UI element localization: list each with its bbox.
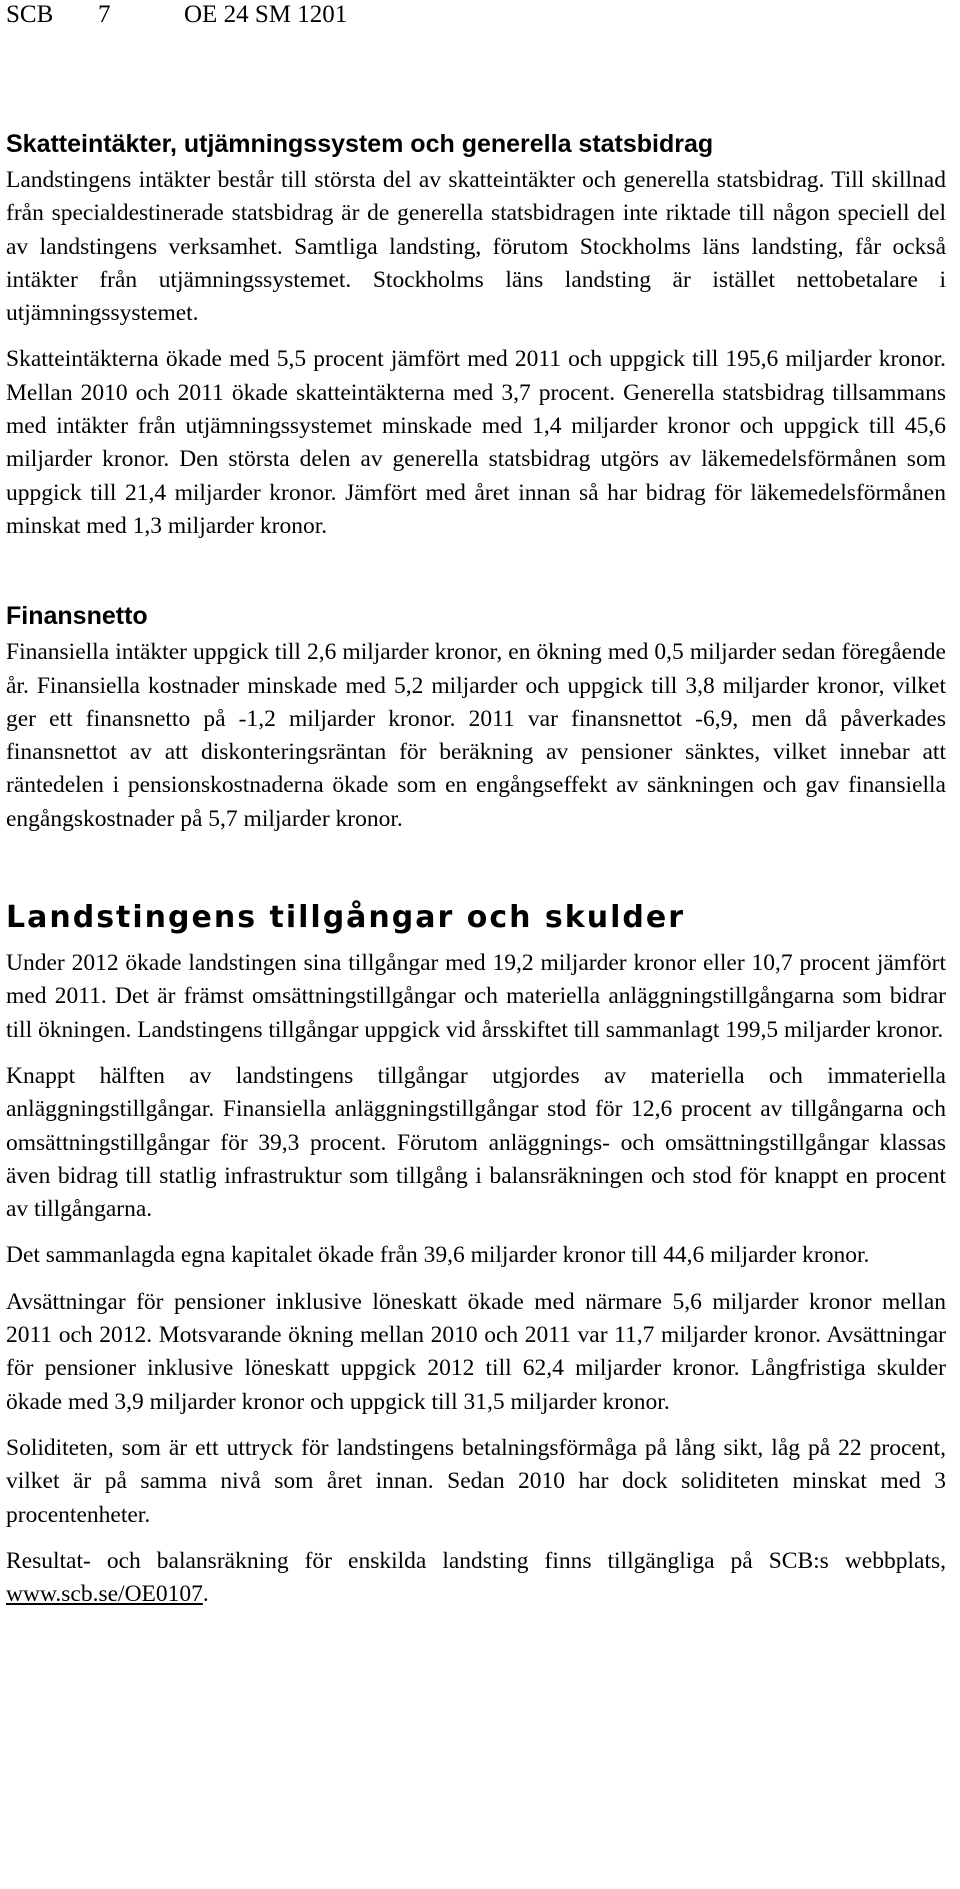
paragraph: Soliditeten, som är ett uttryck för landstingens betalningsförmåga på lång sikt, låg på 22 procent, vilket är på samma nivå som året innan. Sedan 2010 har dock soliditeten minskat med 3 procentenheter. [6,1434,946,1528]
scb-website-link[interactable]: www.scb.se/OE0107 [6,1581,203,1608]
publisher-name: SCB [6,1,54,28]
section-heading-tax-revenue: Skatteintäkter, utjämningssystem och generella statsbidrag [6,130,714,158]
section-heading-net-financial: Finansnetto [6,602,148,631]
paragraph: Under 2012 ökade landstingen sina tillgångar med 19,2 miljarder kronor eller 10,7 procent jämfört med 2011. Det är främst omsättningstillgångar och materiella anläggningstillgångarna som bidrar till ökningen. Landstingens tillgångar uppgick vid årsskiftet till sammanlagt 199,5 miljarder kronor. [6,950,946,1043]
paragraph: Det sammanlagda egna kapitalet ökade från 39,6 miljarder kronor till 44,6 miljarder kronor. [6,1242,870,1269]
series-code: OE 24 SM 1201 [184,1,348,28]
section-heading-assets-liabilities: Landstingens tillgångar och skulder [6,900,685,936]
page-number: 7 [98,1,111,28]
spacer [6,556,946,600]
paragraph: Landstingens intäkter består till största del av skatteintäkter och generella statsbidrag. Till skillnad från specialdestinerade statsbidrag är de generella statsbidragen inte riktade till någon speciell del av landstingens verksamhet. Samtliga landsting, förutom Stockholms läns landsting, får också intäkter från utjämningssystemet. Stockholms läns landsting är istället nettobetalare i utjämningssystemet. [6,167,946,327]
document-body [6,128,946,1624]
spacer [6,849,946,899]
closing-text: Resultat- och balansräkning för enskilda landsting finns tillgängliga på SCB:s webbplats, [6,1547,946,1574]
paragraph: Finansiella intäkter uppgick till 2,6 miljarder kronor, en ökning med 0,5 miljarder sedan föregående år. Finansiella kostnader minskade med 5,2 miljarder och uppgick till 3,8 miljarder kronor, vilket ger ett finansnetto på -1,2 miljarder kronor. 2011 var finansnettot -6,9, men då påverkades finansnettot av att diskonteringsräntan för beräkning av pensioner sänktes, vilket innebar att räntedelen i pensionskostnaderna ökade som en engångseffekt av sänkningen och gav finansiella engångskostnader på 5,7 miljarder kronor. [6,639,946,832]
paragraph: Avsättningar för pensioner inklusive löneskatt ökade med närmare 5,6 miljarder kronor mellan 2011 och 2012. Motsvarande ökning mellan 2010 och 2011 var 11,7 miljarder kronor. Avsättningar för pensioner inklusive löneskatt uppgick 2012 till 62,4 miljarder kronor. Långfristiga skulder ökade med 3,9 miljarder kronor och uppgick till 31,5 miljarder kronor. [6,1288,946,1415]
closing-paragraph [6,1545,946,1612]
paragraph: Knappt hälften av landstingens tillgångar utgjordes av materiella och immateriella anläggningstillgångar. Finansiella anläggningstillgångar stod för 12,6 procent av tillgångarna och omsättningstillgångar för 39,3 procent. Förutom anläggnings- och omsättningstillgångar klassas även bidrag till statlig infrastruktur som tillgång i balansräkningen och stod för knappt en procent av tillgångarna. [6,1062,946,1223]
paragraph: Skatteintäkterna ökade med 5,5 procent jämfört med 2011 och uppgick till 195,6 miljarder kronor. Mellan 2010 och 2011 ökade skatteintäkterna med 3,7 procent. Generella statsbidrag tillsammans med intäkter från utjämningssystemet minskade med 1,4 miljarder kronor och uppgick till 45,6 miljarder kronor. Den största delen av generella statsbidrag utgörs av läkemedelsförmånen som uppgick till 21,4 miljarder kronor. Jämfört med året innan så har bidrag för läkemedelsförmånen minskat med 1,3 miljarder kronor. [6,346,946,539]
page-header [6,0,347,30]
closing-period: . [202,1581,209,1608]
